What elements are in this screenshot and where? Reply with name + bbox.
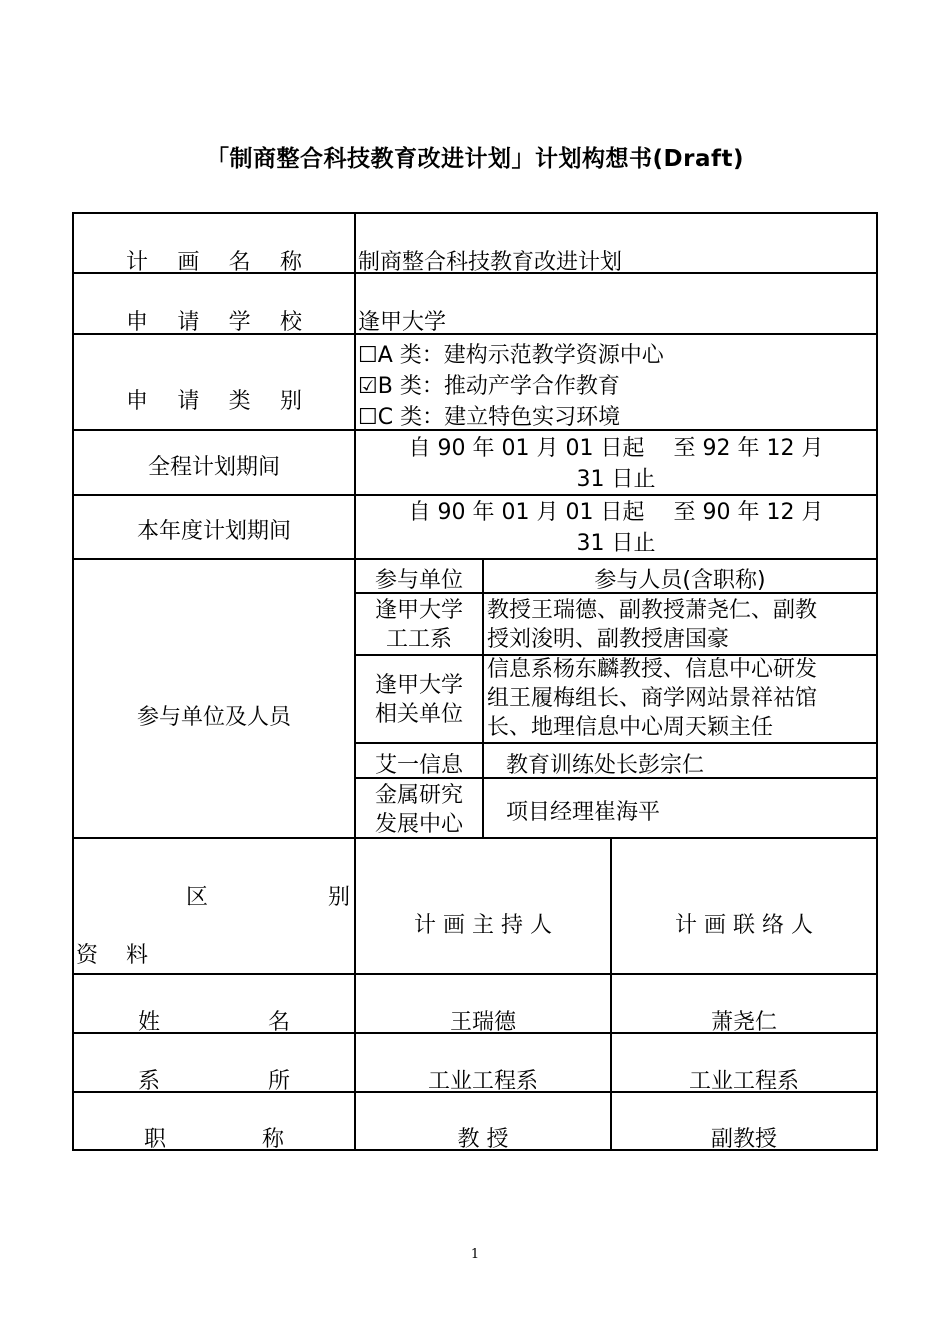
table-border-left: [72, 212, 74, 1151]
department-row-label: 系 所: [138, 1069, 290, 1094]
liaison-column-header: 计 画 联 络 人: [675, 913, 813, 938]
plan-name-label: 计 画 名 称: [126, 250, 302, 275]
table-border-top: [72, 212, 878, 214]
liaison-department: 工业工程系: [688, 1069, 799, 1094]
checkbox-empty-icon[interactable]: ☐: [358, 343, 378, 368]
host-column-header: 计 画 主 持 人: [414, 913, 552, 938]
category-option-a[interactable]: ☐A 类：建构示范教学资源中心: [358, 343, 664, 368]
school-label: 申 请 学 校: [126, 310, 302, 335]
participant-people: 教授王瑞德、副教授萧尧仁、副教 授刘浚明、副教授唐国豪: [487, 598, 818, 652]
job-title-row-label: 职 称: [144, 1127, 284, 1152]
corner-label-data: 资: [76, 943, 99, 968]
column-divider: [482, 558, 484, 838]
full-period-value: 自 90 年 01 月 01 日起 至 92 年 12 月 31 日止: [408, 436, 824, 492]
host-job-title: 教 授: [457, 1127, 509, 1152]
table-border-right: [876, 212, 878, 1151]
participants-people-header: 参与人员(含职称): [594, 568, 766, 593]
category-option-c[interactable]: ☐C 类：建立特色实习环境: [358, 405, 621, 430]
category-options: [358, 340, 664, 433]
participants-unit-header: 参与单位: [374, 568, 463, 593]
liaison-name: 萧尧仁: [710, 1010, 777, 1035]
corner-label-data: 料: [126, 943, 149, 968]
participant-unit: 金属研究 发展中心: [374, 783, 463, 837]
participant-people: 信息系杨东麟教授、信息中心研发 组王履梅组长、商学网站景祥祜馆 长、地理信息中心周天颖主任: [487, 657, 818, 740]
host-department: 工业工程系: [427, 1069, 538, 1094]
host-name: 王瑞德: [449, 1010, 516, 1035]
participants-label: 参与单位及人员: [136, 705, 291, 730]
row-divider: [72, 973, 878, 975]
school-value: 逢甲大学: [358, 310, 447, 335]
checkbox-checked-icon[interactable]: ☑: [358, 374, 378, 399]
corner-label-category: 区: [186, 885, 209, 910]
full-period-label: 全程计划期间: [147, 455, 280, 480]
participant-unit: 逢甲大学 工工系: [374, 598, 463, 652]
participant-unit: 艾一信息: [374, 753, 463, 778]
year-period-value: 自 90 年 01 月 01 日起 至 90 年 12 月 31 日止: [408, 500, 824, 556]
participant-people: 项目经理崔海平: [506, 800, 661, 825]
row-divider: [354, 742, 878, 744]
checkbox-empty-icon[interactable]: ☐: [358, 405, 378, 430]
plan-name-value: 制商整合科技教育改进计划: [358, 250, 623, 275]
year-period-label: 本年度计划期间: [136, 519, 291, 544]
corner-label-category: 别: [328, 885, 351, 910]
liaison-job-title: 副教授: [710, 1127, 777, 1152]
page-number: 1: [470, 1247, 480, 1262]
participant-unit: 逢甲大学 相关单位: [374, 673, 463, 727]
name-row-label: 姓 名: [138, 1010, 290, 1035]
category-option-b[interactable]: ☑B 类：推动产学合作教育: [358, 374, 620, 399]
document-title: 「制商整合科技教育改进计划」计划构想书(Draft): [206, 146, 744, 172]
column-divider: [610, 837, 612, 1151]
category-label: 申 请 类 别: [126, 389, 302, 414]
participant-people: 教育训练处长彭宗仁: [506, 753, 705, 778]
